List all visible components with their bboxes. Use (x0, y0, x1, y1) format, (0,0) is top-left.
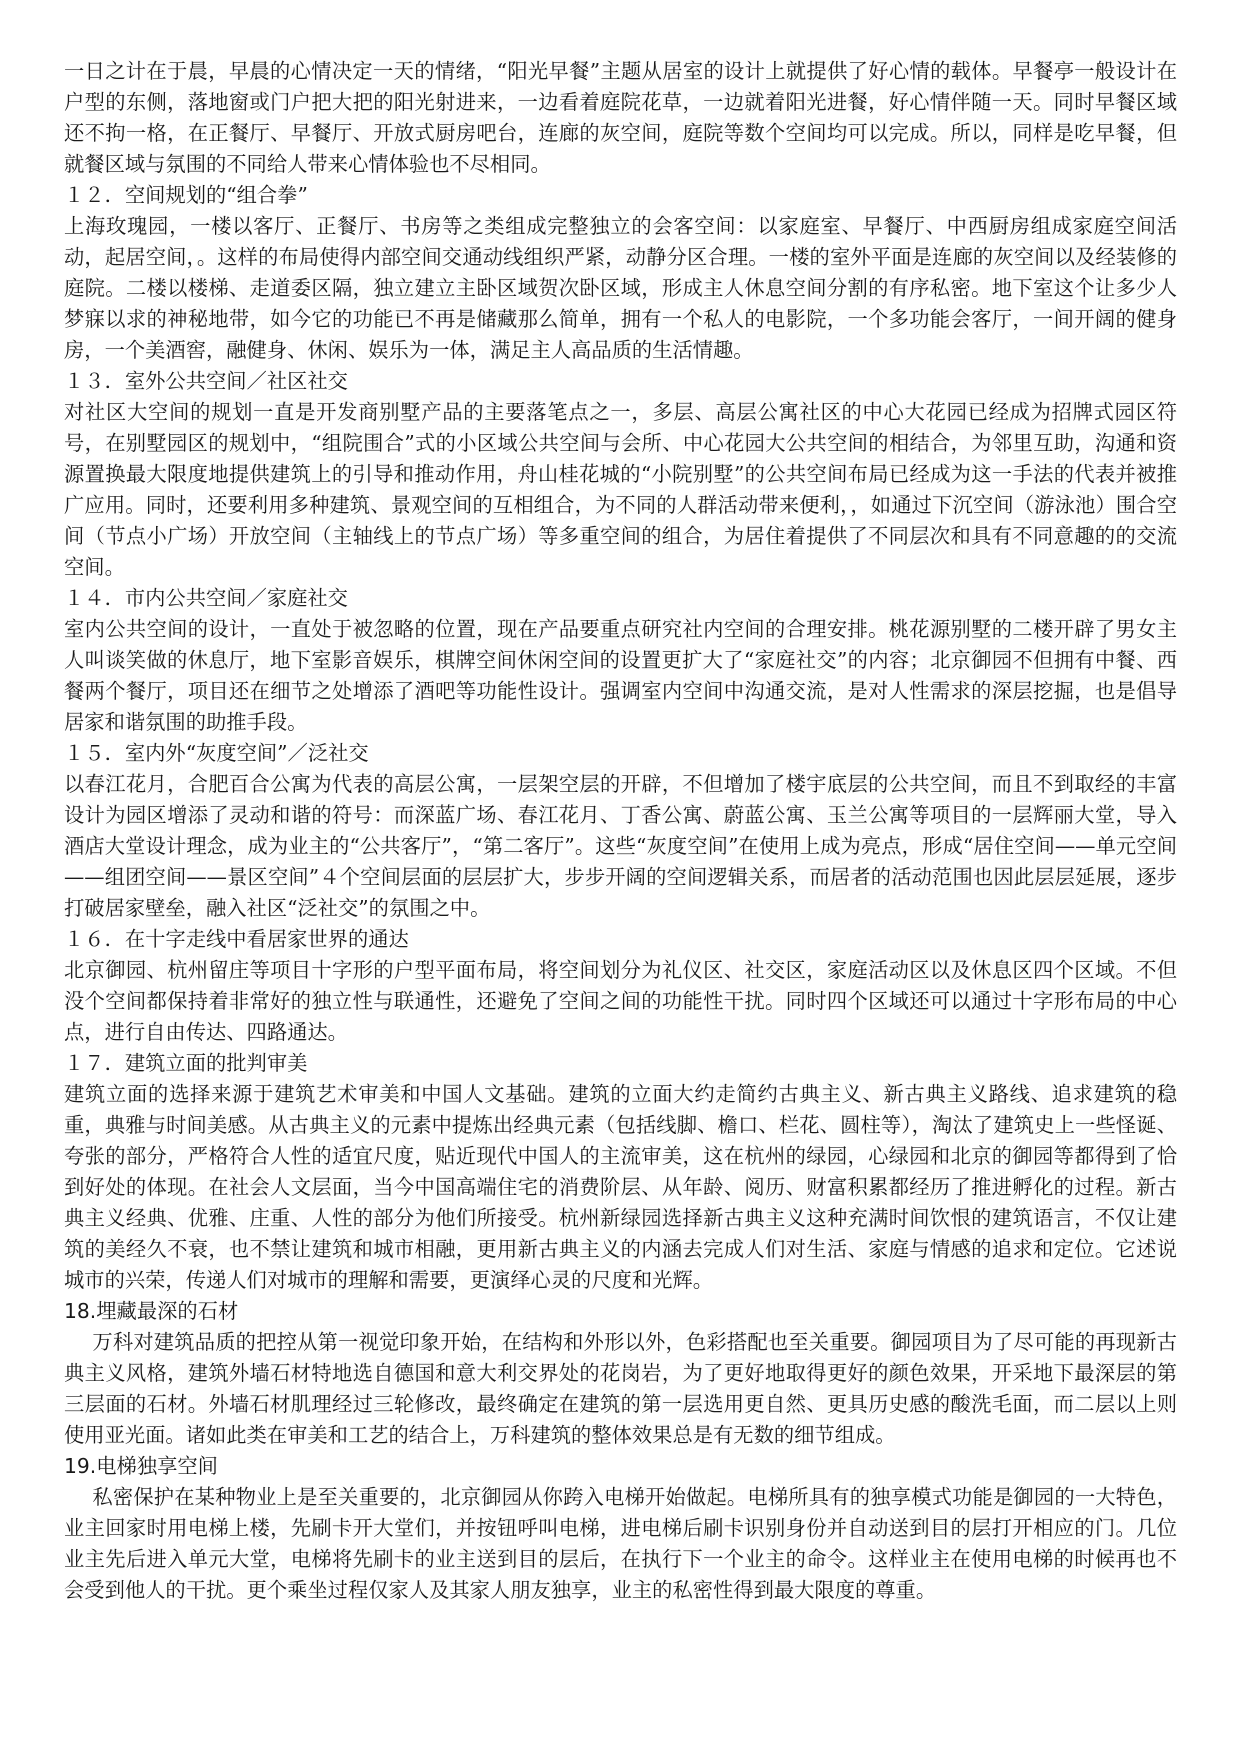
section-15 (64, 738, 1177, 924)
section-heading: １４．市内公共空间／家庭社交 (64, 586, 348, 610)
section-heading: １７．建筑立面的批判审美 (64, 1051, 308, 1075)
section-paragraph: 万科对建筑品质的把控从第一视觉印象开始，在结构和外形以外，色彩搭配也至关重要。御园项目为了尽可能的再现新古典主义风格，建筑外墙石材特地选自德国和意大利交界处的花岗岩，为了更好地取得更好的颜色效果，开采地下最深层的第三层面的石材。外墙石材肌理经过三轮修改，最终确定在建筑的第一层选用更自然、更具历史感的酸洗毛面，而二层以上则使用亚光面。诸如此类在审美和工艺的结合上，万科建筑的整体效果总是有无数的细节组成。 (64, 1330, 1177, 1447)
intro-paragraph: 一日之计在于晨，早晨的心情决定一天的情绪，“阳光早餐”主题从居室的设计上就提供了好心情的载体。早餐亭一般设计在户型的东侧，落地窗或门户把大把的阳光射进来，一边看着庭院花草，一边就着阳光进餐，好心情伴随一天。同时早餐区域还不拘一格，在正餐厅、早餐厅、开放式厨房吧台，连廊的灰空间，庭院等数个空间均可以完成。所以，同样是吃早餐，但就餐区域与氛围的不同给人带来心情体验也不尽相同。 (64, 59, 1177, 176)
section-heading: １３．室外公共空间／社区社交 (64, 369, 348, 393)
section-heading: 18.埋藏最深的石材 (64, 1299, 239, 1323)
section-paragraph: 私密保护在某种物业上是至关重要的，北京御园从你跨入电梯开始做起。电梯所具有的独享模式功能是御园的一大特色，业主回家时用电梯上楼，先刷卡开大堂们，并按钮呼叫电梯，进电梯后刷卡识别身份并自动送到目的层打开相应的门。几位业主先后进入单元大堂，电梯将先刷卡的业主送到目的层后，在执行下一个业主的命令。这样业主在使用电梯的时候再也不会受到他人的干扰。更个乘坐过程仅家人及其家人朋友独享，业主的私密性得到最大限度的尊重。 (64, 1485, 1177, 1602)
section-12 (64, 180, 1177, 366)
section-heading: １５．室内外“灰度空间”／泛社交 (64, 741, 369, 765)
section-paragraph: 上海玫瑰园，一楼以客厅、正餐厅、书房等之类组成完整独立的会客空间：以家庭室、早餐厅、中西厨房组成家庭空间活动，起居空间，。这样的布局使得内部空间交通动线组织严紧，动静分区合理。一楼的室外平面是连廊的灰空间以及经装修的庭院。二楼以楼梯、走道委区隔，独立建立主卧区域贺次卧区域，形成主人休息空间分割的有序私密。地下室这个让多少人梦寐以求的神秘地带，如今它的功能已不再是储藏那么简单，拥有一个私人的电影院，一个多功能会客厅，一间开阔的健身房，一个美酒窖，融健身、休闲、娱乐为一体，满足主人高品质的生活情趣。 (64, 214, 1177, 362)
section-paragraph: 北京御园、杭州留庄等项目十字形的户型平面布局，将空间划分为礼仪区、社交区，家庭活动区以及休息区四个区域。不但没个空间都保持着非常好的独立性与联通性，还避免了空间之间的功能性干扰。同时四个区域还可以通过十字形布局的中心点，进行自由传达、四路通达。 (64, 958, 1177, 1044)
section-heading: 19.电梯独享空间 (64, 1454, 218, 1478)
section-paragraph: 室内公共空间的设计，一直处于被忽略的位置，现在产品要重点研究社内空间的合理安排。桃花源别墅的二楼开辟了男女主人叫谈笑做的休息厅，地下室影音娱乐，棋牌空间休闲空间的设置更扩大了“家庭社交”的内容；北京御园不但拥有中餐、西餐两个餐厅，项目还在细节之处增添了酒吧等功能性设计。强调室内空间中沟通交流，是对人性需求的深层挖掘，也是倡导居家和谐氛围的助推手段。 (64, 617, 1177, 734)
section-heading: １６．在十字走线中看居家世界的通达 (64, 927, 409, 951)
section-17 (64, 1048, 1177, 1296)
section-19 (64, 1451, 1177, 1606)
section-14 (64, 583, 1177, 738)
section-18 (64, 1296, 1177, 1451)
section-paragraph: 建筑立面的选择来源于建筑艺术审美和中国人文基础。建筑的立面大约走简约古典主义、新古典主义路线、追求建筑的稳重，典雅与时间美感。从古典主义的元素中提炼出经典元素（包括线脚、檐口、栏花、圆柱等），淘汰了建筑史上一些怪诞、夸张的部分，严格符合人性的适宜尺度，贴近现代中国人的主流审美，这在杭州的绿园，心绿园和北京的御园等都得到了恰到好处的体现。在社会人文层面，当今中国高端住宅的消费阶层、从年龄、阅历、财富积累都经历了推进孵化的过程。新古典主义经典、优雅、庄重、人性的部分为他们所接受。杭州新绿园选择新古典主义这种充满时间饮恨的建筑语言，不仅让建筑的美经久不衰，也不禁让建筑和城市相融，更用新古典主义的内涵去完成人们对生活、家庭与情感的追求和定位。它述说城市的兴荣，传递人们对城市的理解和需要，更演绎心灵的尺度和光辉。 (64, 1082, 1177, 1292)
section-16 (64, 924, 1177, 1048)
section-13 (64, 366, 1177, 583)
section-heading: １２．空间规划的“组合拳” (64, 183, 308, 207)
section-paragraph: 对社区大空间的规划一直是开发商别墅产品的主要落笔点之一，多层、高层公寓社区的中心大花园已经成为招牌式园区符号，在别墅园区的规划中，“组院围合”式的小区域公共空间与会所、中心花园大公共空间的相结合，为邻里互助，沟通和资源置换最大限度地提供建筑上的引导和推动作用，舟山桂花城的“小院别墅”的公共空间布局已经成为这一手法的代表并被推广应用。同时，还要利用多种建筑、景观空间的互相组合，为不同的人群活动带来便利，，如通过下沉空间（游泳池）围合空间（节点小广场）开放空间（主轴线上的节点广场）等多重空间的组合，为居住着提供了不同层次和具有不同意趣的的交流空间。 (64, 400, 1177, 579)
section-paragraph: 以春江花月，合肥百合公寓为代表的高层公寓，一层架空层的开辟，不但增加了楼宇底层的公共空间，而且不到取经的丰富设计为园区增添了灵动和谐的符号：而深蓝广场、春江花月、丁香公寓、蔚蓝公寓、玉兰公寓等项目的一层辉丽大堂，导入酒店大堂设计理念，成为业主的“公共客厅”，“第二客厅”。这些“灰度空间”在使用上成为亮点，形成“居住空间——单元空间——组团空间——景区空间”４个空间层面的层层扩大，步步开阔的空间逻辑关系，而居者的活动范围也因此层层延展，逐步打破居家壁垒，融入社区“泛社交”的氛围之中。 (64, 772, 1177, 920)
